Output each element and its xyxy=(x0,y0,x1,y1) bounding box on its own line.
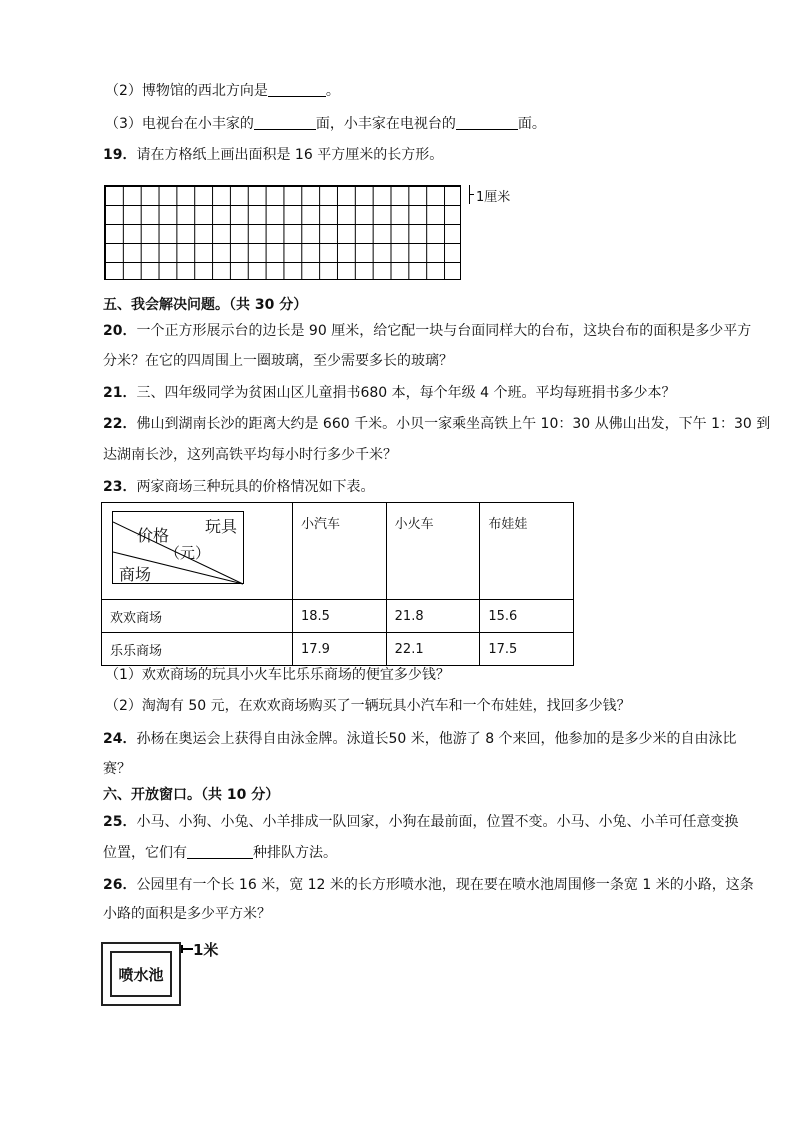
answer-blank[interactable] xyxy=(268,82,326,97)
q20-text: 一个正方形展示台的边长是 90 厘米，给它配一块与台面同样大的台布，这块台布的面积是多少平方 xyxy=(136,323,752,339)
q18-sub2-end: 。 xyxy=(325,83,340,99)
q21-question xyxy=(103,384,675,402)
grid-scale-label: 1厘米 xyxy=(476,190,511,205)
table-row xyxy=(102,633,574,666)
q19-question xyxy=(103,146,443,164)
table-cell: 15.6 xyxy=(480,600,574,633)
q23-sub2: （2）淘淘有 50 元，在欢欢商场购买了一辆玩具小汽车和一个布娃娃，找回多少钱？ xyxy=(105,698,631,714)
q22-line2: 达湖南长沙，这列高铁平均每小时行多少千米？ xyxy=(103,447,397,463)
diagonal-header-box xyxy=(112,511,244,584)
path-width-tick xyxy=(183,948,193,950)
q25-line2-start: 位置，它们有 xyxy=(103,845,187,861)
q25-line2 xyxy=(103,844,337,862)
question-number: 25． xyxy=(103,814,137,830)
q23-text: 两家商场三种玩具的价格情况如下表。 xyxy=(136,479,375,495)
diag-label-unit: （元） xyxy=(165,544,211,562)
price-table xyxy=(101,502,574,666)
q18-sub2 xyxy=(105,82,340,100)
answer-blank[interactable] xyxy=(187,844,253,859)
diagonal-header-cell xyxy=(102,503,293,600)
diag-label-mall: 商场 xyxy=(119,565,152,584)
table-cell: 18.5 xyxy=(293,600,387,633)
q22-text: 佛山到湖南长沙的距离大约是 660 千米。小贝一家乘坐高铁上午 10：30 从佛山出发，下午 1：30 到 xyxy=(136,416,771,432)
diag-label-price: 价格 xyxy=(137,526,170,545)
q18-sub3 xyxy=(105,115,546,133)
question-number: 19． xyxy=(103,147,137,163)
q26-text: 公园里有一个长 16 米，宽 12 米的长方形喷水池，现在要在喷水池周围修一条宽 1 米的小路，这条 xyxy=(136,877,754,893)
q18-sub2-text: （2）博物馆的西北方向是 xyxy=(105,83,268,99)
diag-label-toy: 玩具 xyxy=(205,517,238,536)
fountain-label: 喷水池 xyxy=(110,951,172,997)
q23-sub1: （1）欢欢商场的玩具小火车比乐乐商场的便宜多少钱？ xyxy=(105,667,450,683)
question-number: 23． xyxy=(103,479,137,495)
table-cell: 17.5 xyxy=(480,633,574,666)
scale-brace-tick xyxy=(469,194,474,195)
q25-line1 xyxy=(103,813,738,831)
q24-line2: 赛？ xyxy=(103,761,131,777)
column-header: 布娃娃 xyxy=(480,503,574,600)
table-cell: 21.8 xyxy=(386,600,480,633)
q24-text: 孙杨在奥运会上获得自由泳金牌。泳道长50 米，他游了 8 个来回，他参加的是多少米的自由泳比 xyxy=(136,731,737,747)
table-header-row xyxy=(102,503,574,600)
q18-sub3-text: （3）电视台在小丰家的 xyxy=(105,116,254,132)
row-header: 乐乐商场 xyxy=(102,633,293,666)
question-number: 21． xyxy=(103,385,137,401)
question-number: 26． xyxy=(103,877,137,893)
q21-text: 三、四年级同学为贫困山区儿童捐书680 本，每个年级 4 个班。平均每班捐书多少本？ xyxy=(136,385,676,401)
row-header: 欢欢商场 xyxy=(102,600,293,633)
question-number: 20． xyxy=(103,323,137,339)
answer-blank[interactable] xyxy=(254,115,316,130)
question-number: 22． xyxy=(103,416,137,432)
table-cell: 22.1 xyxy=(386,633,480,666)
q20-line2: 分米？在它的四周围上一圈玻璃，至少需要多长的玻璃？ xyxy=(103,353,453,369)
fountain-figure xyxy=(101,942,181,1006)
table-row xyxy=(102,600,574,633)
q20-line1 xyxy=(103,322,751,340)
q25-text: 小马、小狗、小兔、小羊排成一队回家，小狗在最前面，位置不变。小马、小兔、小羊可任意变换 xyxy=(136,814,739,830)
q18-sub3-mid: 面，小丰家在电视台的 xyxy=(315,116,456,132)
path-width-label: 1米 xyxy=(193,941,219,959)
question-number: 24． xyxy=(103,731,137,747)
section-6-title: 六、开放窗口。（共 10 分） xyxy=(103,787,280,803)
q24-line1 xyxy=(103,730,737,748)
q25-line2-end: 种排队方法。 xyxy=(253,845,337,861)
q22-line1 xyxy=(103,415,770,433)
q23-question xyxy=(103,478,374,496)
column-header: 小汽车 xyxy=(293,503,387,600)
column-header: 小火车 xyxy=(386,503,480,600)
q19-text: 请在方格纸上画出面积是 16 平方厘米的长方形。 xyxy=(136,147,444,163)
table-cell: 17.9 xyxy=(293,633,387,666)
q26-line1 xyxy=(103,876,754,894)
q18-sub3-end: 面。 xyxy=(517,116,546,132)
section-5-title: 五、我会解决问题。（共 30 分） xyxy=(103,297,308,313)
answer-blank[interactable] xyxy=(456,115,518,130)
grid-paper[interactable] xyxy=(104,185,461,280)
q26-line2: 小路的面积是多少平方米？ xyxy=(103,906,271,922)
